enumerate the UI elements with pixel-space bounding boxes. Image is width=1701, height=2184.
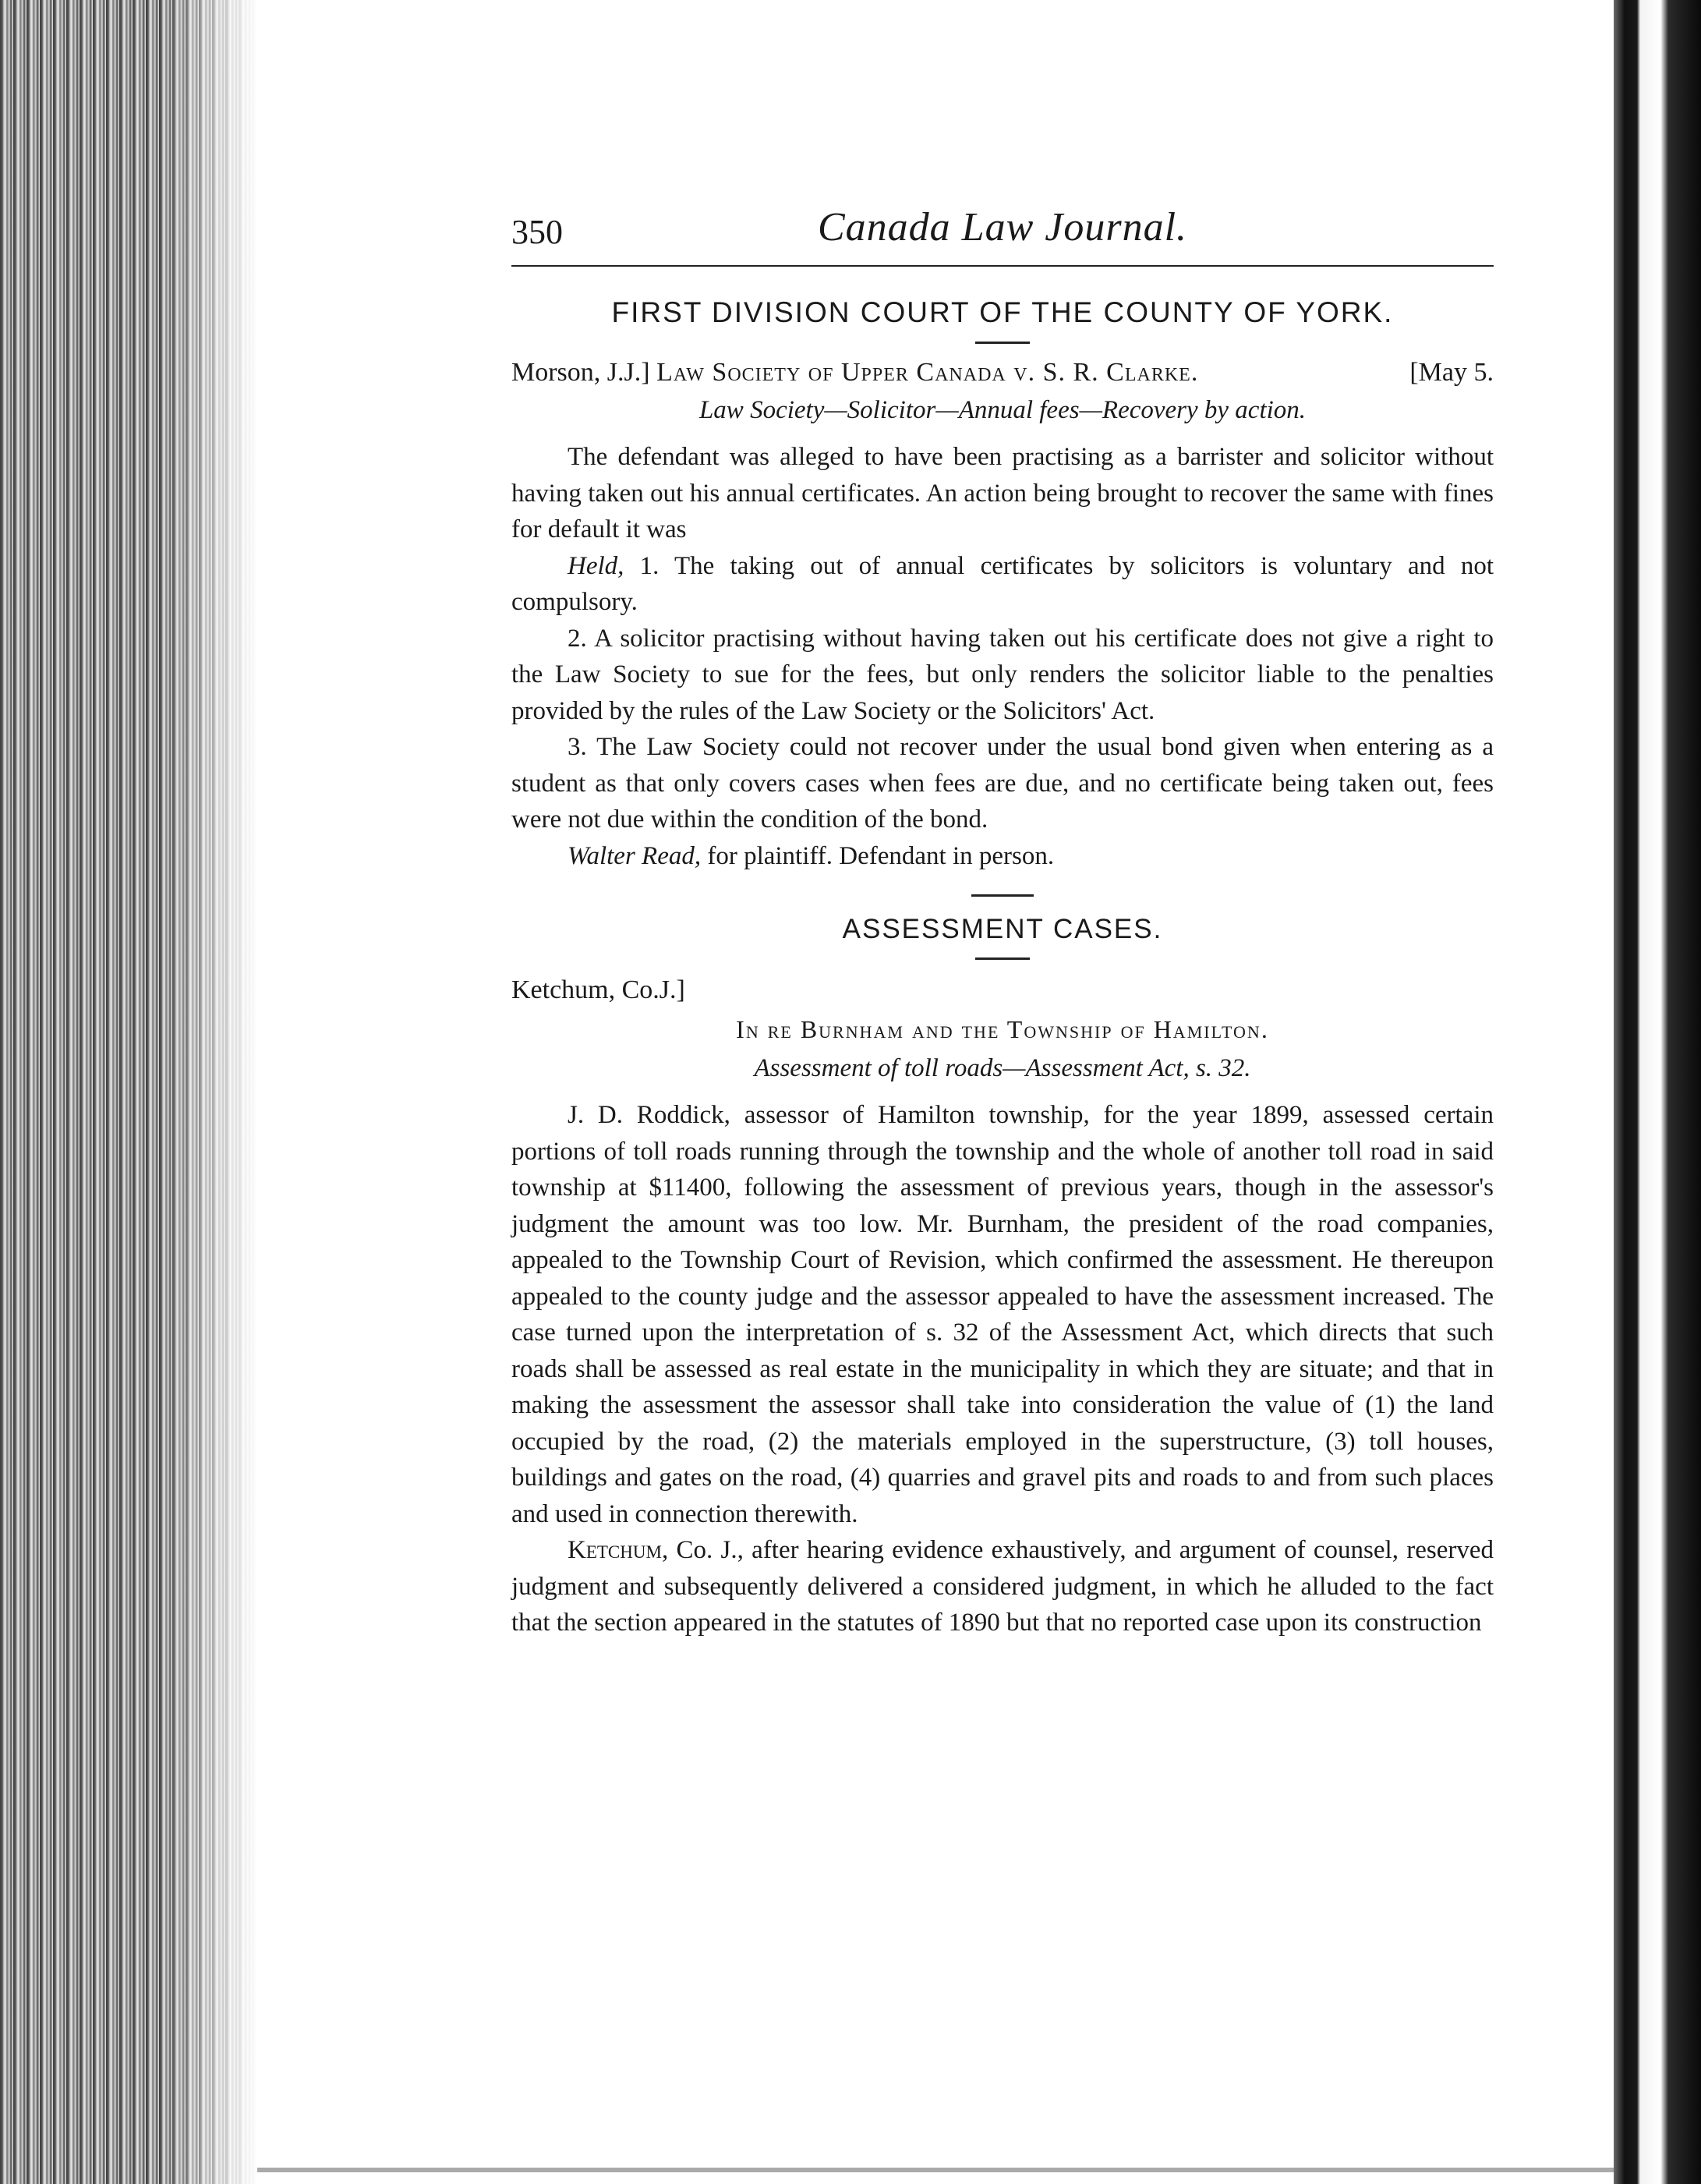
page-number: 350 xyxy=(511,213,563,251)
page-edge xyxy=(257,2168,1614,2172)
paragraph xyxy=(511,548,1494,621)
court-heading: FIRST DIVISION COURT OF THE COUNTY OF YORK. xyxy=(611,296,1394,328)
page-content xyxy=(511,195,1494,1641)
paragraph: The defendant was alleged to have been practising as a barrister and solicitor without having taken out his annual certificates. An action being brought to recover the same with fines for default it was xyxy=(511,443,1494,543)
divider xyxy=(975,342,1030,344)
divider xyxy=(975,957,1030,960)
counsel-name: Walter Read, xyxy=(568,841,702,870)
book-binding-right xyxy=(1614,0,1701,2184)
section-heading: ASSESSMENT CASES. xyxy=(842,914,1163,944)
held-text: 1. The taking out of annual certificates by solicitors is voluntary and not compulsory. xyxy=(511,551,1494,616)
case-parties: In re Burnham and the Township of Hamilton. xyxy=(736,1015,1269,1043)
judge-name: Ketchum, Co.J.] xyxy=(511,975,685,1004)
divider xyxy=(971,894,1034,897)
case-date: [May 5. xyxy=(1409,358,1494,387)
headnote: Assessment of toll roads—Assessment Act, s. 32. xyxy=(754,1054,1251,1082)
paragraph: J. D. Roddick, assessor of Hamilton township, for the year 1899, assessed certain portions of toll roads running through the township and the whole of another toll road in said township at $11400, following the assessment of previous years, though in the assessor's judgment the amount was too low. Mr. Burnham, the president of the road companies, appealed to the Township Court of Revision, which confirmed the assessment. He thereupon appealed to the county judge and the assessor appealed to have the assessment increased. The case turned upon the interpretation of s. 32 of the Assessment Act, which directs that such roads shall be assessed as real estate in the municipality in which they are situate; and that in making the assessment the assessor shall take into consideration the value of (1) the land occupied by the road, (2) the materials employed in the superstructure, (3) toll houses, buildings and gates on the road, (4) quarries and gravel pits and roads to and from such places and used in connection therewith. xyxy=(511,1101,1494,1528)
paragraph: 2. A solicitor practising without having taken out his certificate does not give a right to the Law Society to sue for the fees, but only renders the solicitor liable to the penalties provided by the rules of the Law Society or the Solicitors' Act. xyxy=(511,624,1494,725)
paragraph xyxy=(511,1532,1494,1641)
counsel-text: for plaintiff. Defendant in person. xyxy=(701,841,1055,870)
running-head xyxy=(511,195,1494,267)
case-caption xyxy=(511,355,1494,391)
case-parties: Law Society of Upper Canada v. S. R. Clarke. xyxy=(656,358,1199,387)
judge-lead: Ketchum, xyxy=(568,1536,669,1564)
book-binding-left xyxy=(0,0,257,2184)
counsel-line xyxy=(511,838,1494,875)
headnote: Law Society—Solicitor—Annual fees—Recovery by action. xyxy=(698,396,1307,424)
case-judge-and-parties xyxy=(511,355,1198,391)
paragraph-text: Co. J., after hearing evidence exhaustively, and argument of counsel, reserved judgment and subsequently delivered a considered judgment, in which he alluded to the fact that the section appeared in the statutes of 1890 but that no reported case upon its construction xyxy=(511,1536,1494,1637)
judge-name: Morson, J.J.] xyxy=(511,358,650,387)
paragraph: 3. The Law Society could not recover under the usual bond given when entering as a student as that only covers cases when fees are due, and no certificate being taken out, fees were not due within the condition of the bond. xyxy=(511,733,1494,834)
held-label: Held, xyxy=(568,551,624,580)
journal-title: Canada Law Journal. xyxy=(817,205,1188,250)
